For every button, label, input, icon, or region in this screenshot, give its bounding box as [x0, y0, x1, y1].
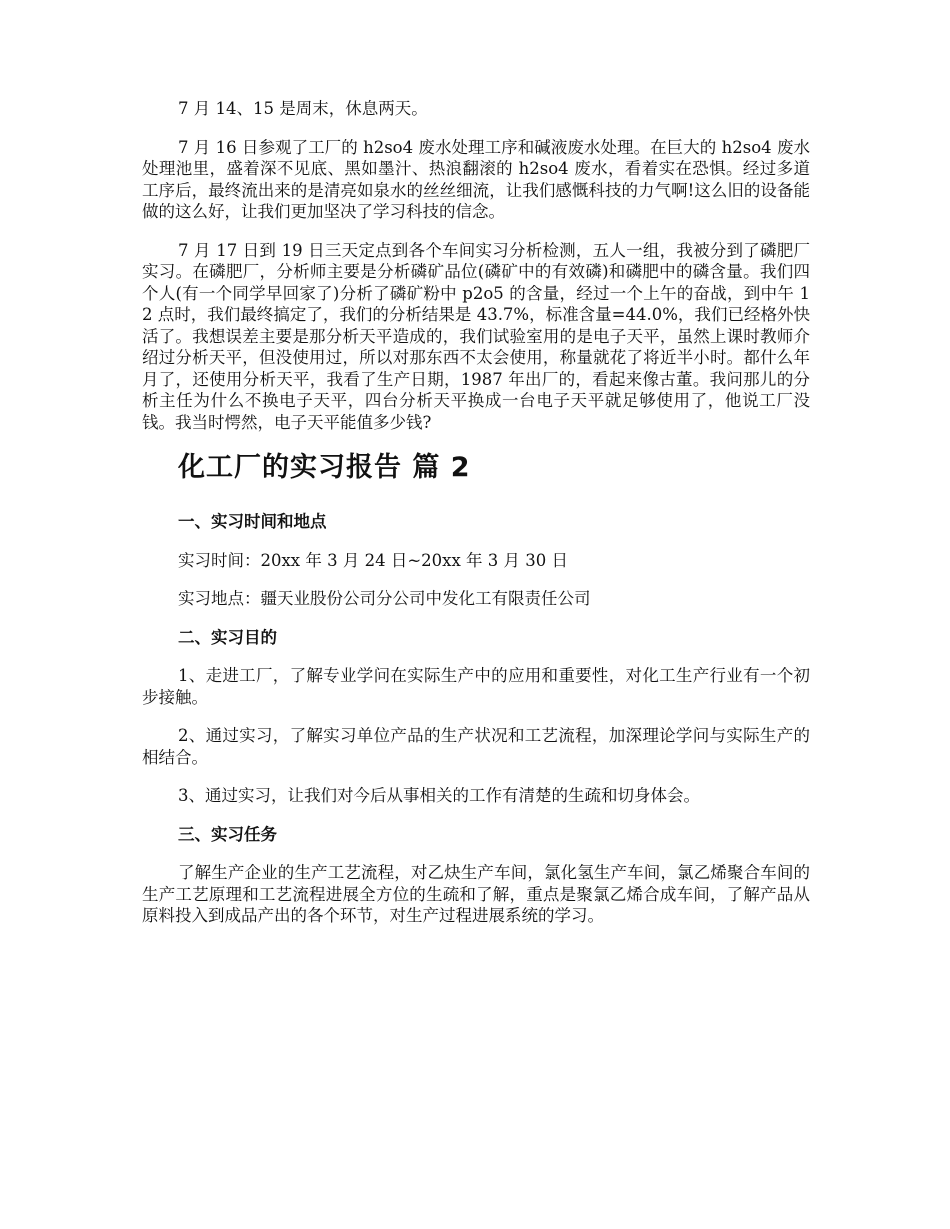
- section-title: 化工厂的实习报告 篇 2: [178, 452, 471, 483]
- internship-place: 实习地点：疆天业股份公司分公司中发化工有限责任公司: [178, 589, 591, 608]
- purpose-item-1: 1、走进工厂，了解专业学问在实际生产中的应用和重要性，对化工生产行业有一个初步接触。: [142, 666, 810, 707]
- paragraph-weekend: 7 月 14、15 是周末，休息两天。: [178, 99, 428, 118]
- heading-time-place: 一、实习时间和地点: [178, 512, 327, 531]
- heading-purpose: 二、实习目的: [178, 627, 277, 647]
- purpose-item-3: 3、通过实习，让我们对今后从事相关的工作有清楚的生疏和切身体会。: [178, 786, 700, 805]
- paragraph-phosphate-analysis: 7 月 17 日到 19 日三天定点到各个车间实习分析检测，五人一组，我被分到了磷肥厂实习。在磷肥厂，分析师主要是分析磷矿品位(磷矿中的有效磷)和磷肥中的磷含量。我们四个人(有一个同学早回家了)分析了磷矿粉中 p2o5 的含量，经过一个上午的奋战，到中午 12 点时，我们最终搞定了，我们的分析结果是 43.7%，标准含量=44.0%，我们已经格外快活了。我想误差主要是那分析天平造成的，我们试验室用的是电子天平，虽然上课时教师介绍过分析天平，但没使用过，所以对那东西不太会使用，称量就花了将近半小时。都什么年月了，还使用分析天平，我看了生产日期，1987 年出厂的，看起来像古董。我问那儿的分析主任为什么不换电子天平，四台分析天平换成一台电子天平就足够使用了，他说工厂没钱。我当时愕然，电子天平能值多少钱?: [142, 240, 810, 432]
- internship-time: 实习时间：20xx 年 3 月 24 日~20xx 年 3 月 30 日: [178, 550, 568, 570]
- heading-tasks: 三、实习任务: [178, 824, 277, 844]
- document-body: [142, 98, 810, 944]
- purpose-item-2: 2、通过实习，了解实习单位产品的生产状况和工艺流程，加深理论学问与实际生产的相结合。: [142, 726, 810, 767]
- paragraph-wastewater-visit: 7 月 16 日参观了工厂的 h2so4 废水处理工序和碱液废水处理。在巨大的 h2so4 废水处理池里，盛着深不见底、黑如墨汁、热浪翻滚的 h2so4 废水，看着实在恐惧。经过多道工序后，最终流出来的是清亮如泉水的丝丝细流，让我们感慨科技的力气啊!这么旧的设备能做的这么好，让我们更加坚决了学习科技的信念。: [142, 137, 810, 221]
- task-paragraph: 了解生产企业的生产工艺流程，对乙炔生产车间，氯化氢生产车间，氯乙烯聚合车间的生产工艺原理和工艺流程进展全方位的生疏和了解，重点是聚氯乙烯合成车间，了解产品从原料投入到成品产出的各个环节，对生产过程进展系统的学习。: [142, 863, 810, 925]
